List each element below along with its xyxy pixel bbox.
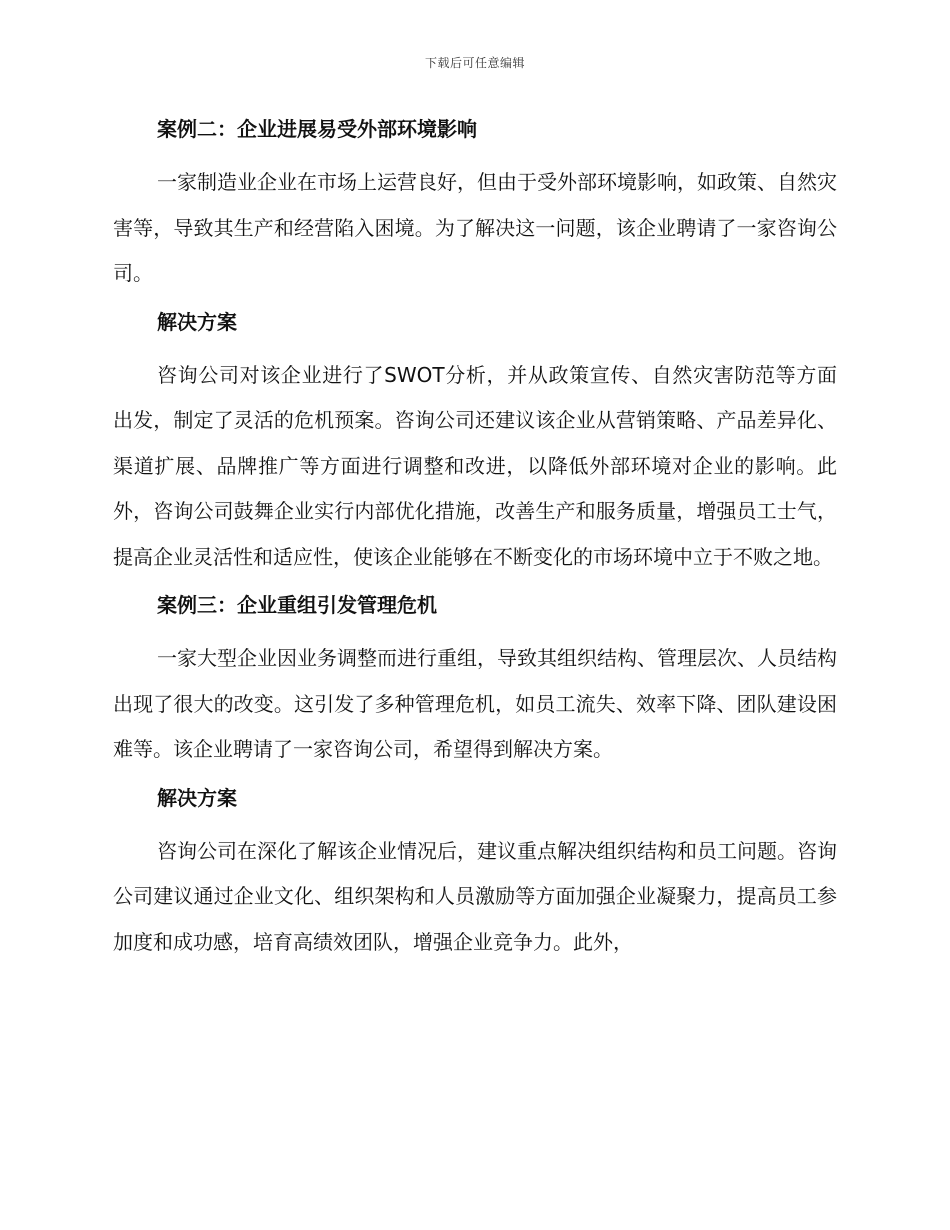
section-paragraph-solution-1: 咨询公司对该企业进行了SWOT分析，并从政策宣传、自然灾害防范等方面出发，制定了灵活的危机预案。咨询公司还建议该企业从营销策略、产品差异化、渠道扩展、品牌推广等方面进行调整和改进，以降低外部环境对企业的影响。此外，咨询公司鼓舞企业实行内部优化措施，改善生产和服务质量，增强员工士气，提高企业灵活性和适应性，使该企业能够在不断变化的市场环境中立于不败之地。	[113, 362, 837, 569]
section-paragraph-case-2: 一家制造业企业在市场上运营良好，但由于受外部环境影响，如政策、自然灾害等，导致其生产和经营陷入困境。为了解决这一问题，该企业聘请了一家咨询公司。	[113, 170, 837, 285]
section-paragraph-solution-2: 咨询公司在深化了解该企业情况后，建议重点解决组织结构和员工问题。咨询公司建议通过企业文化、组织架构和人员激励等方面加强企业凝聚力，提高员工参加度和成功感，培育高绩效团队，增强企业竞争力。此外，	[113, 838, 837, 954]
section-heading-case-3: 案例三：企业重组引发管理危机	[157, 593, 437, 617]
document-body	[113, 112, 837, 965]
page-header-note: 下载后可任意编辑	[424, 56, 525, 70]
section-heading-case-2: 案例二：企业进展易受外部环境影响	[157, 117, 477, 141]
section-paragraph-case-3: 一家大型企业因业务调整而进行重组，导致其组织结构、管理层次、人员结构出现了很大的改变。这引发了多种管理危机，如员工流失、效率下降、团队建设困难等。该企业聘请了一家咨询公司，希望得到解决方案。	[113, 646, 837, 761]
section-heading-solution-1: 解决方案	[157, 309, 237, 334]
section-heading-solution-2: 解决方案	[157, 785, 237, 810]
